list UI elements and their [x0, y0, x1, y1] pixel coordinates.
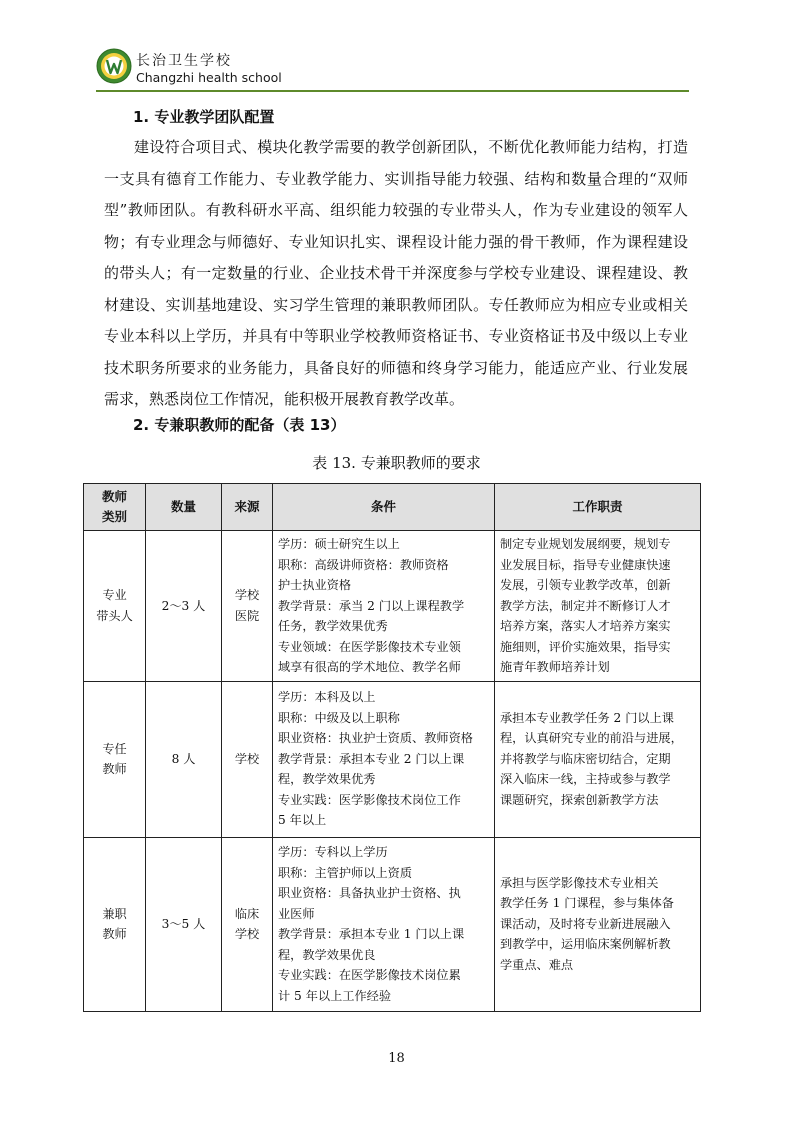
table-row — [84, 837, 701, 1011]
school-name-cn: 长治卫生学校 — [136, 53, 232, 69]
page-header — [96, 46, 689, 90]
page-number: 18 — [388, 1051, 405, 1066]
section-heading-team: 1. 专业教学团队配置 — [133, 108, 275, 126]
cell-count: 3～5 人 — [146, 837, 222, 1011]
cell-conditions: 学历：专科以上学历 职称：主管护师以上资质 职业资格：具备执业护士资格、执 业医师 教学背景：承担本专业 1 门以上课 程，教学效果优良 专业实践：在医学影像技术岗位累 计 5 年以上工作经验 — [273, 837, 495, 1011]
cell-source: 学校 — [222, 681, 273, 837]
cell-duties: 制定专业规划发展纲要，规划专 业发展目标，指导专业健康快速 发展，引领专业教学改革，创新 教学方法，制定并不断修订人才 培养方案，落实人才培养方案实 施细则，评价实施效果，指导实 施青年教师培养计划 — [495, 531, 701, 682]
header-duties: 工作职责 — [495, 484, 701, 531]
header-source: 来源 — [222, 484, 273, 531]
cell-source: 学校 医院 — [222, 531, 273, 682]
section-heading-staffing: 2. 专兼职教师的配备（表 13） — [133, 416, 346, 434]
cell-teacher-type: 专任 教师 — [84, 681, 146, 837]
teacher-requirements-table — [83, 483, 701, 1012]
table-row — [84, 681, 701, 837]
cell-duties: 承担与医学影像技术专业相关 教学任务 1 门课程，参与集体备 课活动，及时将专业新进展融入 到教学中，运用临床案例解析教 学重点、难点 — [495, 837, 701, 1011]
cell-source: 临床 学校 — [222, 837, 273, 1011]
school-name-en: Changzhi health school — [136, 70, 282, 85]
cell-count: 8 人 — [146, 681, 222, 837]
table-header-row — [84, 484, 701, 531]
table-caption: 表 13. 专兼职教师的要求 — [312, 454, 481, 472]
cell-teacher-type: 专业 带头人 — [84, 531, 146, 682]
cell-conditions: 学历：本科及以上 职称：中级及以上职称 职业资格：执业护士资质、教师资格 教学背景：承担本专业 2 门以上课 程，教学效果优秀 专业实践：医学影像技术岗位工作 5 年以上 — [273, 681, 495, 837]
header-conditions: 条件 — [273, 484, 495, 531]
cell-teacher-type: 兼职 教师 — [84, 837, 146, 1011]
team-paragraph: 建设符合项目式、模块化教学需要的教学创新团队，不断优化教师能力结构，打造一支具有德育工作能力、专业教学能力、实训指导能力较强、结构和数量合理的“双师型”教师团队。有教科研水平高、组织能力较强的专业带头人，作为专业建设的领军人物；有专业理念与师德好、专业知识扎实、课程设计能力强的骨干教师，作为课程建设的带头人；有一定数量的行业、企业技术骨干并深度参与学校专业建设、课程建设、教材建设、实训基地建设、实习学生管理的兼职教师团队。专任教师应为相应专业或相关专业本科以上学历，并具有中等职业学校教师资格证书、专业资格证书及中级以上专业技术职务所要求的业务能力，具备良好的师德和终身学习能力，能适应产业、行业发展需求，熟悉岗位工作情况，能积极开展教育教学改革。 — [104, 138, 688, 408]
header-teacher-type: 教师 类别 — [84, 484, 146, 531]
header-count: 数量 — [146, 484, 222, 531]
cell-conditions: 学历：硕士研究生以上 职称：高级讲师资格：教师资格 护士执业资格 教学背景：承当 2 门以上课程教学 任务，教学效果优秀 专业领域：在医学影像技术专业领 域享有很高的学术地位、教学名师 — [273, 531, 495, 682]
header-divider — [96, 90, 689, 92]
school-logo — [96, 48, 132, 84]
cell-count: 2～3 人 — [146, 531, 222, 682]
table-row — [84, 531, 701, 682]
cell-duties: 承担本专业教学任务 2 门以上课 程，认真研究专业的前沿与进展， 并将教学与临床密切结合，定期 深入临床一线，主持或参与教学 课题研究，探索创新教学方法 — [495, 681, 701, 837]
